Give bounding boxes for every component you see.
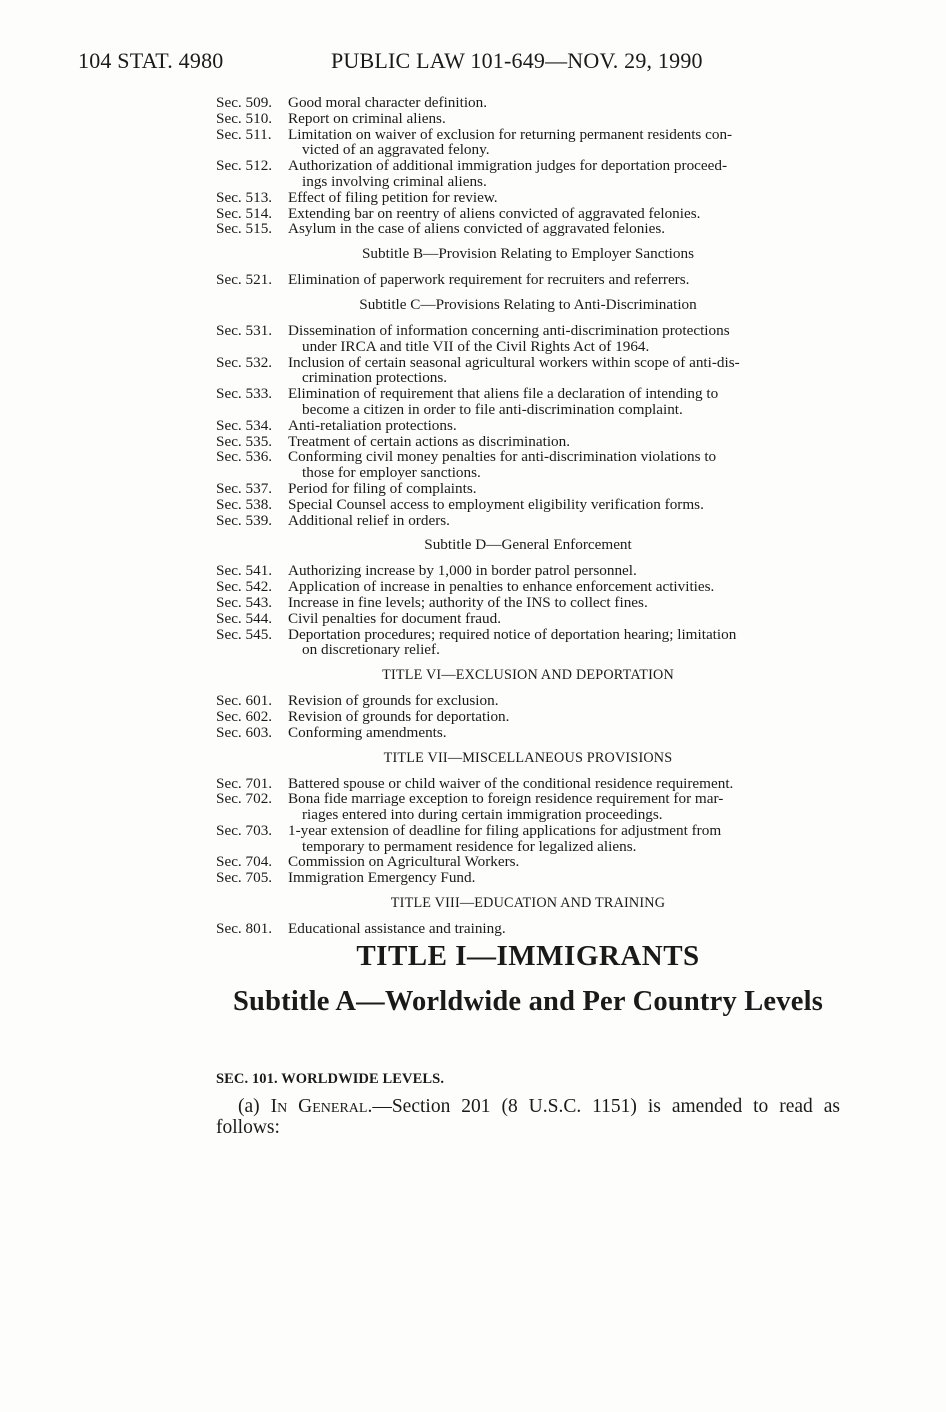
toc-group-title-vii xyxy=(216,776,840,887)
toc-entry xyxy=(216,725,840,741)
toc-entry-label: Sec. 511. xyxy=(216,125,272,143)
toc-entry-text-block xyxy=(288,497,840,513)
toc-entry-text: Treatment of certain actions as discrimination. xyxy=(288,432,571,450)
toc-entry xyxy=(216,791,840,823)
toc-entry-text: Good moral character definition. xyxy=(288,94,488,111)
toc-entry-text-block xyxy=(288,921,840,937)
toc-entry xyxy=(216,272,840,288)
toc-entry-label: Sec. 514. xyxy=(216,204,273,222)
toc-entry-text-block xyxy=(288,791,840,823)
toc-entry xyxy=(216,158,840,190)
subtitle-heading: Subtitle A—Worldwide and Per Country Levels xyxy=(233,986,823,1017)
toc-entry-text: Conforming civil money penalties for anti-discrimination violations to xyxy=(288,448,717,466)
toc-group-title-viii xyxy=(216,921,840,937)
paragraph-prefix: (a) xyxy=(238,1096,271,1117)
toc-entry xyxy=(216,513,840,529)
toc-entry xyxy=(216,921,840,937)
table-of-contents xyxy=(216,95,840,937)
toc-entry-text: Authorizing increase by 1,000 in border patrol personnel. xyxy=(288,562,637,580)
toc-entry-text: Dissemination of information concerning anti-discrimination protections xyxy=(288,321,730,339)
toc-entry-continuation: under IRCA and title VII of the Civil Rights Act of 1964. xyxy=(302,337,650,355)
toc-entry xyxy=(216,823,840,855)
toc-subtitle-c-heading: Subtitle C—Provisions Relating to Anti-Discrimination xyxy=(359,295,697,313)
toc-entry-text: 1-year extension of deadline for filing applications for adjustment from xyxy=(288,821,722,839)
toc-subtitle-d-heading: Subtitle D—General Enforcement xyxy=(424,536,632,554)
toc-entry-text: Increase in fine levels; authority of the INS to collect fines. xyxy=(288,593,648,611)
toc-entry-text: Application of increase in penalties to enhance enforcement activities. xyxy=(288,578,715,596)
toc-entry-text: Bona fide marriage exception to foreign residence requirement for mar- xyxy=(288,790,724,808)
toc-entry-label: Sec. 602. xyxy=(216,707,273,725)
toc-entry-text-block xyxy=(288,190,840,206)
toc-entry-continuation: ings involving criminal aliens. xyxy=(302,172,487,190)
toc-entry xyxy=(216,418,840,434)
toc-title-viii-heading: TITLE VIII—EDUCATION AND TRAINING xyxy=(390,895,666,912)
toc-entry-label: Sec. 521. xyxy=(216,271,273,289)
toc-entry-label: Sec. 603. xyxy=(216,723,273,741)
toc-entry xyxy=(216,127,840,159)
toc-entry-label: Sec. 705. xyxy=(216,869,273,887)
toc-entry-label: Sec. 535. xyxy=(216,432,273,450)
toc-entry-label: Sec. 532. xyxy=(216,353,273,371)
toc-entry-text: Immigration Emergency Fund. xyxy=(288,869,476,887)
toc-entry xyxy=(216,449,840,481)
toc-entry-continuation: crimination protections. xyxy=(302,369,448,387)
toc-entry-text-block xyxy=(288,627,840,659)
toc-entry-text-block xyxy=(288,449,840,481)
toc-entry-continuation: on discretionary relief. xyxy=(302,641,440,659)
toc-entry-text-block xyxy=(288,386,840,418)
toc-entry-label: Sec. 513. xyxy=(216,188,273,206)
toc-entry-label: Sec. 539. xyxy=(216,511,273,529)
toc-entry-text-block xyxy=(288,579,840,595)
toc-entry-text-block xyxy=(288,127,840,159)
toc-entry-text: Authorization of additional immigration judges for deportation proceed- xyxy=(288,157,728,175)
toc-entry-text-block xyxy=(288,854,840,870)
toc-entry-text-block xyxy=(288,709,840,725)
toc-group-title-vi xyxy=(216,693,840,740)
toc-entry-text: Asylum in the case of aliens convicted of aggravated felonies. xyxy=(288,220,666,238)
toc-entry-label: Sec. 533. xyxy=(216,385,273,403)
toc-group-subtitle-c xyxy=(216,323,840,528)
paragraph-text: —Section 201 (8 U.S.C. 1151) is amended to read as follows: xyxy=(216,1096,840,1138)
toc-entry xyxy=(216,579,840,595)
toc-entry xyxy=(216,870,840,886)
toc-entry-label: Sec. 537. xyxy=(216,479,273,497)
public-law-citation: PUBLIC LAW 101-649—NOV. 29, 1990 xyxy=(331,48,703,73)
toc-entry-text: Limitation on waiver of exclusion for returning permanent residents con- xyxy=(288,125,733,143)
toc-entry-text: Period for filing of complaints. xyxy=(288,479,477,497)
toc-entry-text-block xyxy=(288,158,840,190)
toc-entry-text-block xyxy=(288,611,840,627)
toc-entry xyxy=(216,190,840,206)
page-header xyxy=(78,48,738,78)
toc-entry-text: Extending bar on reentry of aliens convicted of aggravated felonies. xyxy=(288,204,701,222)
toc-entry xyxy=(216,497,840,513)
body-paragraph xyxy=(216,1096,840,1138)
toc-entry xyxy=(216,693,840,709)
toc-entry-text: Revision of grounds for deportation. xyxy=(288,707,510,725)
toc-entry-text: Elimination of paperwork requirement for recruiters and referrers. xyxy=(288,271,690,289)
toc-entry xyxy=(216,854,840,870)
toc-entry-text-block xyxy=(288,206,840,222)
toc-entry-label: Sec. 601. xyxy=(216,692,273,710)
toc-entry xyxy=(216,355,840,387)
toc-entry-text: Revision of grounds for exclusion. xyxy=(288,692,499,710)
toc-entry-text-block xyxy=(288,221,840,237)
toc-entry-text: Anti-retaliation protections. xyxy=(288,416,457,434)
toc-entry-continuation: those for employer sanctions. xyxy=(302,464,481,482)
toc-entry xyxy=(216,627,840,659)
toc-entry-label: Sec. 510. xyxy=(216,109,273,127)
toc-entry-text: Additional relief in orders. xyxy=(288,511,450,529)
toc-subtitle-b-heading: Subtitle B—Provision Relating to Employer Sanctions xyxy=(361,245,694,263)
toc-entry-text-block xyxy=(288,481,840,497)
toc-entry-text-block xyxy=(288,418,840,434)
toc-entry-text: Special Counsel access to employment eligibility verification forms. xyxy=(288,495,704,513)
toc-entry xyxy=(216,95,840,111)
toc-entry-label: Sec. 515. xyxy=(216,220,273,238)
toc-group-subtitle-d xyxy=(216,563,840,658)
toc-entry-continuation: temporary to permament residence for legalized aliens. xyxy=(302,837,637,855)
toc-entry-label: Sec. 704. xyxy=(216,853,273,871)
toc-group-subtitle-b xyxy=(216,272,840,288)
toc-entry-text-block xyxy=(288,323,840,355)
toc-entry-label: Sec. 701. xyxy=(216,774,273,792)
toc-entry-text: Report on criminal aliens. xyxy=(288,109,446,127)
toc-entry-label: Sec. 531. xyxy=(216,321,273,339)
toc-entry xyxy=(216,709,840,725)
toc-entry-text-block xyxy=(288,434,840,450)
toc-entry xyxy=(216,563,840,579)
toc-entry-text-block xyxy=(288,776,840,792)
toc-entry-text: Battered spouse or child waiver of the conditional residence requirement. xyxy=(288,774,734,792)
toc-entry-label: Sec. 541. xyxy=(216,562,273,580)
toc-entry-label: Sec. 542. xyxy=(216,578,273,596)
toc-entry-text-block xyxy=(288,111,840,127)
toc-entry xyxy=(216,434,840,450)
toc-title-vii-heading: TITLE VII—MISCELLANEOUS PROVISIONS xyxy=(383,749,673,766)
toc-entry-label: Sec. 544. xyxy=(216,609,273,627)
toc-entry-text-block xyxy=(288,823,840,855)
toc-entry-label: Sec. 801. xyxy=(216,920,273,938)
toc-entry-text: Educational assistance and training. xyxy=(288,920,506,938)
toc-entry-label: Sec. 534. xyxy=(216,416,273,434)
toc-entry-label: Sec. 536. xyxy=(216,448,273,466)
toc-entry-text-block xyxy=(288,513,840,529)
toc-entry-label: Sec. 545. xyxy=(216,625,273,643)
toc-entry-text-block xyxy=(288,272,840,288)
toc-entry xyxy=(216,111,840,127)
section-heading: SEC. 101. WORLDWIDE LEVELS. xyxy=(216,1071,445,1087)
toc-entry-label: Sec. 702. xyxy=(216,790,273,808)
toc-entry-text-block xyxy=(288,693,840,709)
toc-entry xyxy=(216,323,840,355)
toc-entry-label: Sec. 543. xyxy=(216,593,273,611)
toc-entry-text: Deportation procedures; required notice of deportation hearing; limitation xyxy=(288,625,737,643)
toc-entry-text-block xyxy=(288,595,840,611)
toc-entry-text: Effect of filing petition for review. xyxy=(288,188,498,206)
toc-entry-text-block xyxy=(288,870,840,886)
toc-entry-text-block xyxy=(288,725,840,741)
toc-entry-continuation: become a citizen in order to file anti-discrimination complaint. xyxy=(302,400,683,418)
title-heading: TITLE I—IMMIGRANTS xyxy=(356,940,700,972)
toc-entry xyxy=(216,776,840,792)
toc-entry-label: Sec. 512. xyxy=(216,157,273,175)
toc-entry-label: Sec. 509. xyxy=(216,94,273,111)
toc-title-vi-heading: TITLE VI—EXCLUSION AND DEPORTATION xyxy=(382,667,674,684)
toc-entry-text-block xyxy=(288,355,840,387)
toc-entry-text: Commission on Agricultural Workers. xyxy=(288,853,520,871)
toc-entry-label: Sec. 538. xyxy=(216,495,273,513)
toc-entry xyxy=(216,595,840,611)
toc-entry xyxy=(216,221,840,237)
toc-entry-text: Elimination of requirement that aliens file a declaration of intending to xyxy=(288,385,719,403)
toc-entry-text: Conforming amendments. xyxy=(288,723,447,741)
toc-entry-text: Inclusion of certain seasonal agricultural workers within scope of anti-dis- xyxy=(288,353,740,371)
toc-entry-text-block xyxy=(288,95,840,111)
paragraph-caption: In General. xyxy=(270,1096,373,1117)
toc-entry-continuation: riages entered into during certain immigration proceedings. xyxy=(302,806,663,824)
statute-citation: 104 STAT. 4980 xyxy=(78,48,224,73)
toc-entry-text: Civil penalties for document fraud. xyxy=(288,609,501,627)
toc-group-subtitle-a xyxy=(216,95,840,237)
toc-entry-text-block xyxy=(288,563,840,579)
toc-entry xyxy=(216,481,840,497)
toc-entry xyxy=(216,611,840,627)
toc-entry-label: Sec. 703. xyxy=(216,821,273,839)
toc-entry xyxy=(216,206,840,222)
toc-entry-continuation: victed of an aggravated felony. xyxy=(302,141,490,159)
toc-entry xyxy=(216,386,840,418)
